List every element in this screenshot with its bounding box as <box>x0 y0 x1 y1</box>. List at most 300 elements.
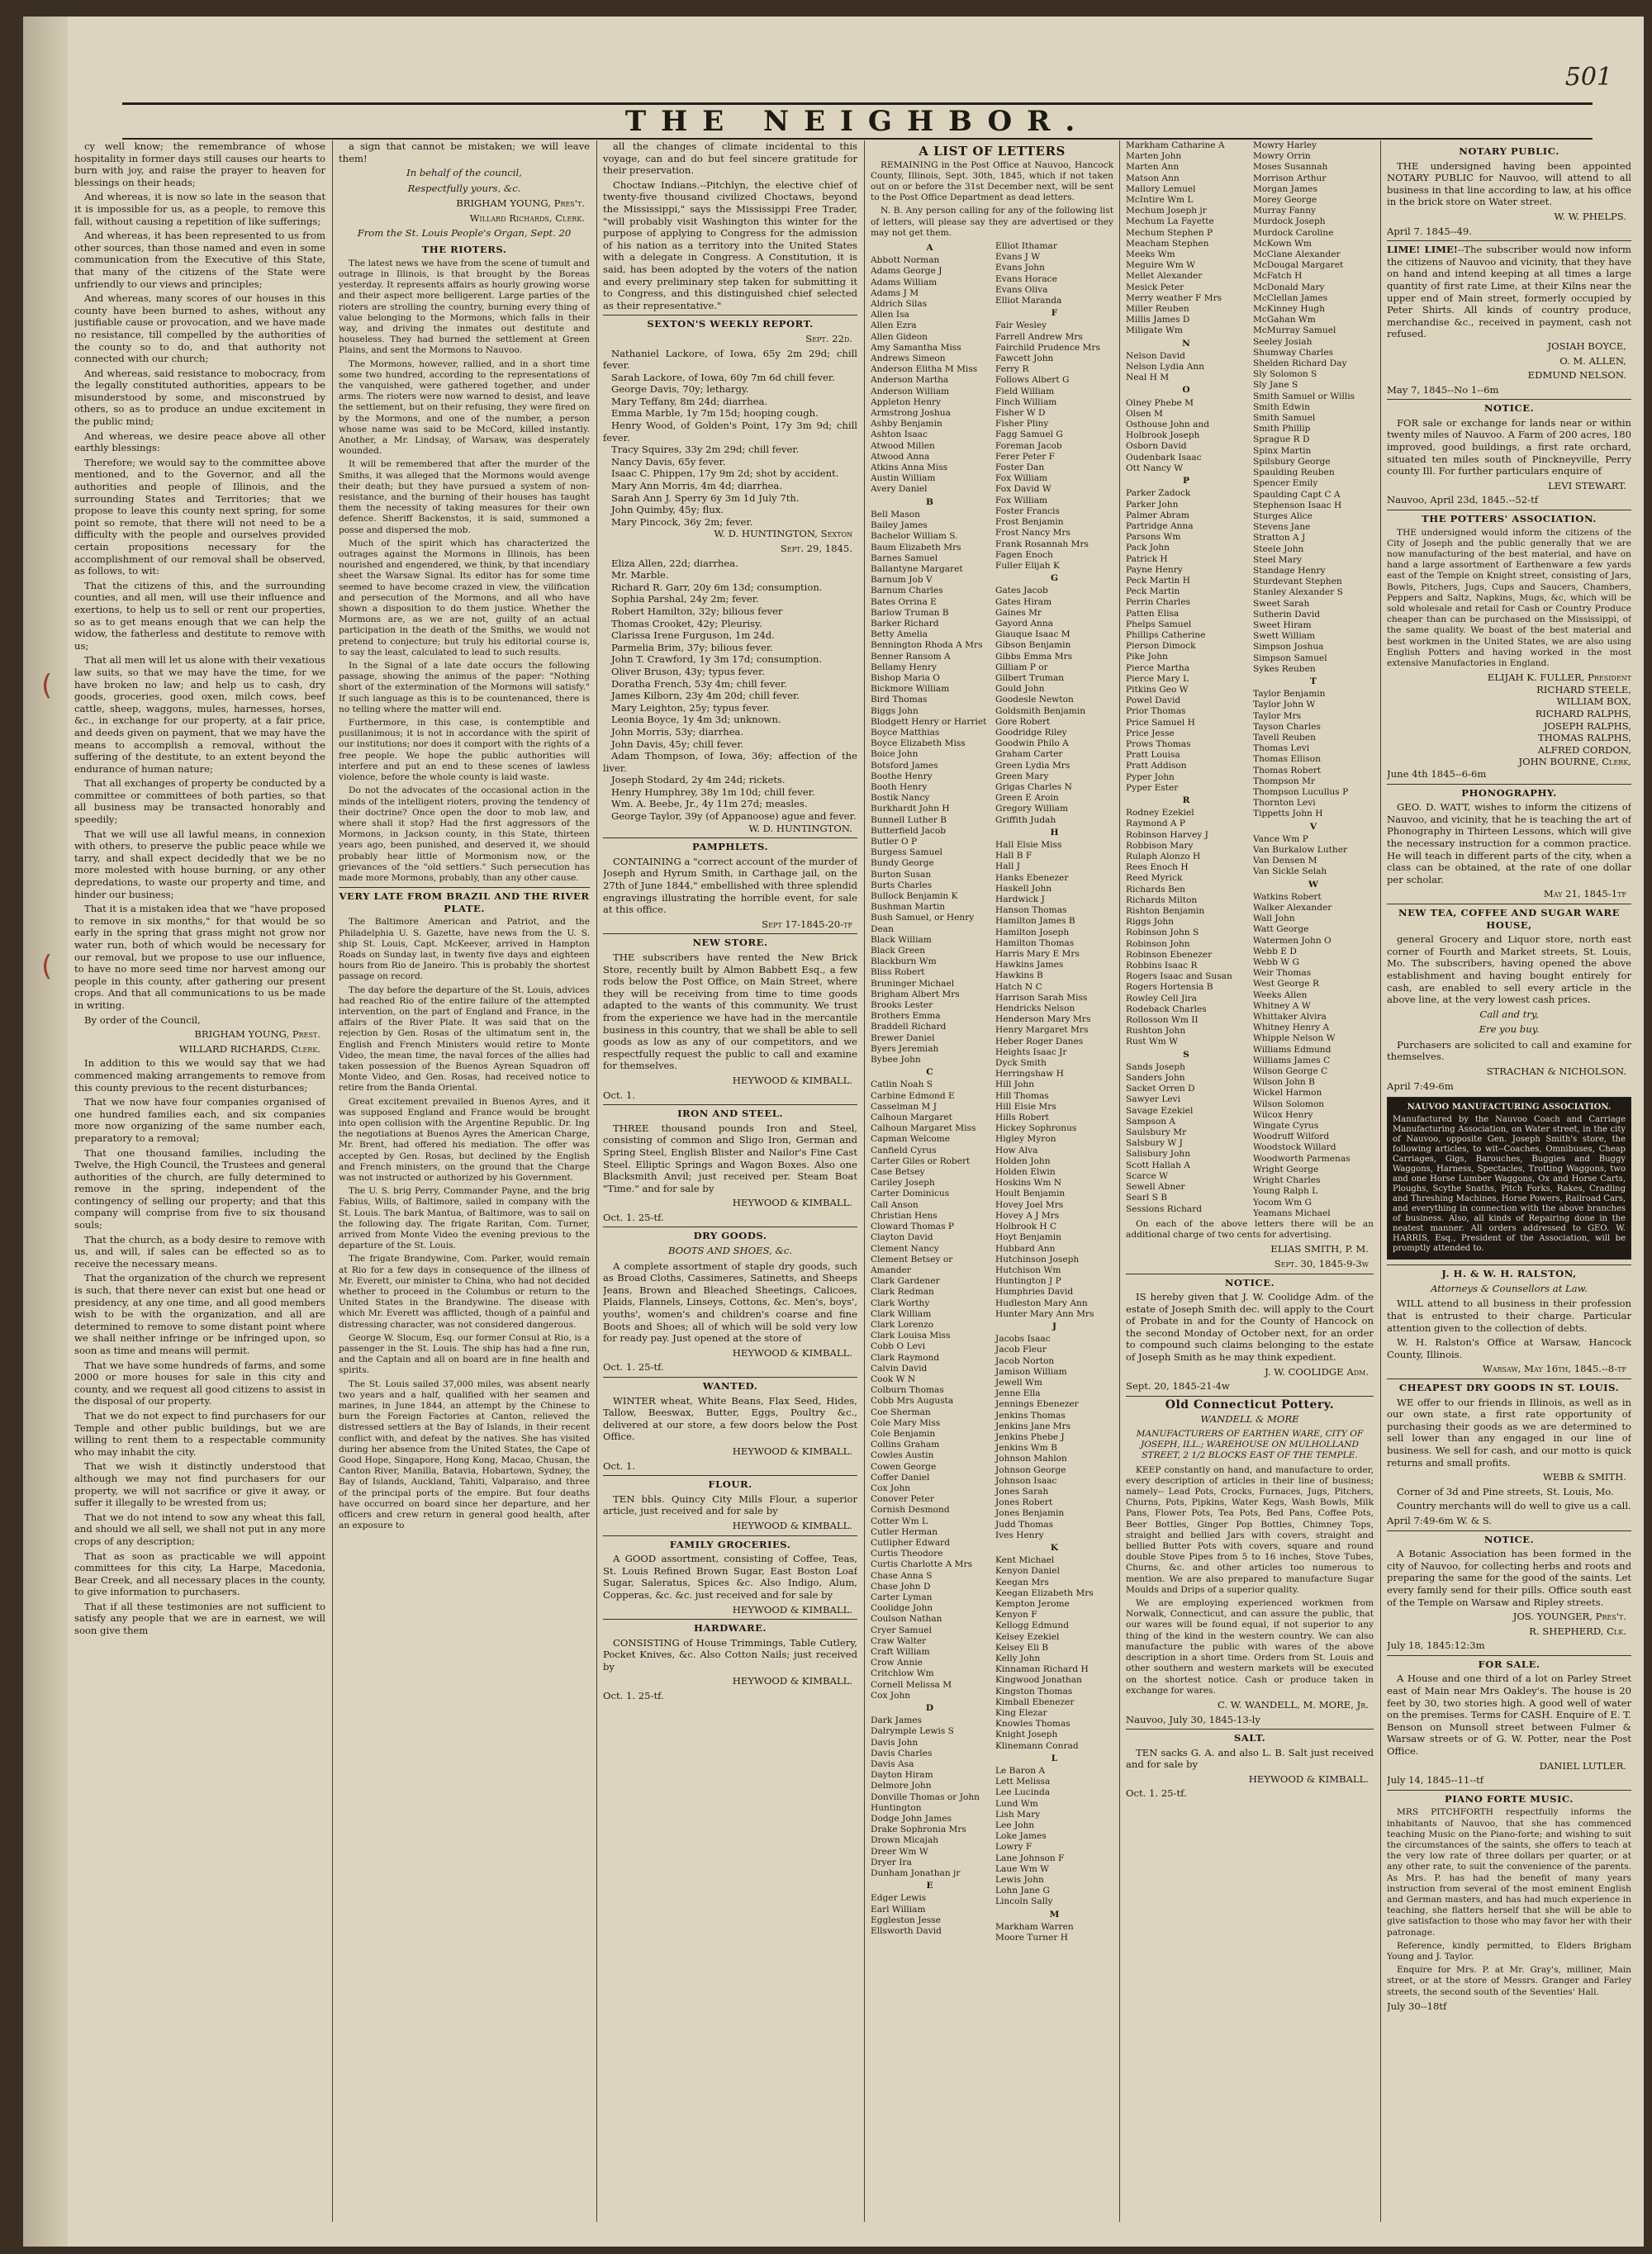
letter-recipient: Carter Giles or Robert <box>871 1155 971 1166</box>
column-rule <box>1380 140 1381 2222</box>
ad-heading: SALT. <box>1126 1729 1374 1744</box>
letter-recipient: Coffer Daniel <box>871 1472 930 1483</box>
page-folio-number: 501 <box>1564 63 1612 92</box>
letter-recipient: Smith Phillip <box>1253 424 1311 434</box>
ad-body: We are employing experienced workmen from Norwalk, Connecticut, and can assure the public, that our wares will be found equal, if not superior to any thing of the kind in the western country. We can also manufacture the public with wares of the above description in a short time. Orders from St. Louis and other southern and western markets will be executed on the shortest notice. Cash or produce taken in exchange for wares. <box>1126 1598 1374 1696</box>
letter-recipient: Butterfield Jacob <box>871 825 946 836</box>
letter-recipient: Johnson Isaac <box>995 1475 1057 1486</box>
letter-recipient: Pike John <box>1126 652 1168 662</box>
letter-recipient: Shelden Richard Day <box>1253 358 1347 369</box>
letter-recipient: Kimball Ebenezer <box>995 1696 1075 1707</box>
letter-recipient: Calhoun Margaret <box>871 1113 952 1123</box>
letter-recipient: Hawkins B <box>995 970 1043 981</box>
report-entry: Adam Thompson, of Iowa, 36y; affection of the liver. <box>603 750 857 774</box>
letter-recipient: Barnum Charles <box>871 586 943 596</box>
rioters-article <box>339 259 590 884</box>
ad-body: WE offer to our friends in Illinois, as well as in our own state, a first rate opportunity of purchasing their goods as we are determined to sell lower than any engaged in our line of business. We sell for cash, and our motto is quick returns and small profits. <box>1387 1396 1631 1469</box>
letter-recipient: Barlow Truman B <box>871 607 949 618</box>
letter-recipient: Robbins Isaac R <box>1126 961 1198 971</box>
date-line: Oct. 1. 25-tf. <box>603 1690 664 1702</box>
letter-recipient: Gregory William <box>995 804 1068 814</box>
article-headline: THE RIOTERS. <box>421 244 507 256</box>
letter-recipient: Jenkins Phebe J <box>995 1431 1065 1442</box>
letter-recipient: Jenne Ella <box>995 1388 1041 1399</box>
ad-heading: NEW TEA, COFFEE AND SUGAR WARE HOUSE, <box>1387 904 1631 931</box>
letter-recipient: Robinson John <box>1126 938 1190 949</box>
letter-recipient: Moses Susannah <box>1253 162 1328 173</box>
letter-recipient: Curtis Charlotte A Mrs <box>871 1559 973 1570</box>
letter-recipient: Fox David W <box>995 484 1051 495</box>
letter-recipient: Scott Hallah A <box>1126 1160 1190 1170</box>
letter-recipient: Atwood Anna <box>871 451 930 462</box>
report-entry: John Davis, 45y; chill fever. <box>611 738 744 750</box>
ad-heading: PHONOGRAPHY. <box>1387 784 1631 800</box>
letter-recipient: Sturges Alice <box>1253 510 1313 521</box>
letter-recipient: Bachelor William S. <box>871 531 958 542</box>
letter-recipient: Henry Margaret Mrs <box>995 1025 1089 1036</box>
letter-recipient: Merry weather F Mrs <box>1126 292 1222 303</box>
report-entry: Mr. Marble. <box>611 569 669 581</box>
letter-recipient: Stanley Alexander S <box>1253 587 1343 598</box>
letter-recipient: Knowles Thomas <box>995 1719 1070 1730</box>
letter-recipient: Hamilton Joseph <box>995 927 1070 937</box>
letter-recipient: Gates Hiram <box>995 596 1052 607</box>
letter-recipient: Grigas Charles N <box>995 781 1072 792</box>
letter-recipient: Mechum Stephen P <box>1126 227 1213 238</box>
paragraph: That all exchanges of property be conducted by a committee or committees of both parties, so that all business may be transacted honorably and speedily; <box>74 777 325 826</box>
letter-recipient: Hamilton James B <box>995 916 1075 927</box>
text-line: Call and try, <box>1479 1008 1539 1020</box>
letter-recipient: Hubbard Ann <box>995 1243 1056 1254</box>
letter-recipient: Dryer Ira <box>871 1857 912 1867</box>
ad-body: Manufactured by the Nauvoo Coach and Carriage Manufacturing Association, on Water street, in the city of Nauvoo, opposite Gen. Joseph Smith's store, the following articles, to wit--Coaches, Omnibuses, Cheap Carriages, Gigs, Barouches, Buggies and Buggy Waggons, Harness, Spectacles, Trotting Waggons, two and one Horse Lumber Waggons, Ox and Horse Carts, Ploughs, Scythe Snaths, Pitch Forks, Rakes, Cradling and Threshing Machines, Horse Powers, Railroad Cars, and everything in connection with the above branches of business. Also, all kinds of Repairing done in the neatest manner. All orders addressed to GEO. W. HARRIS, Esq., President of the Association, will be promptly attended to. <box>1393 1115 1626 1254</box>
signature: STRACHAN & NICHOLSON. <box>1486 1065 1626 1078</box>
letter-recipient: Clark Worthy <box>871 1298 930 1308</box>
report-entry: Henry Wood, of Golden's Point, 17y 3m 9d; chill fever. <box>603 420 857 444</box>
letter-recipient: Curtis Theodore <box>871 1549 943 1559</box>
letter-recipient: Nelson David <box>1126 350 1185 361</box>
letter-recipient: Appleton Henry <box>871 396 942 407</box>
ad-body: Purchasers are solicited to call and examine for themselves. <box>1387 1038 1631 1063</box>
letter-recipient: Olney Phebe M <box>1126 397 1194 408</box>
letter-recipient: Clark William <box>871 1308 932 1319</box>
letter-recipient: Evans Horace <box>995 273 1057 284</box>
ad-heading: LIME! LIME! <box>1387 244 1458 256</box>
letter-recipient: Benner Ransom A <box>871 651 951 662</box>
paragraph: The Baltimore American and Patriot, and the Philadelphia U. S. Gazette, have news from the U. S. ship St. Louis, Capt. McKeever, arrived in Hampton Roads on Sunday last, in twenty five days and eighteen hours from Rio de Janeiro. This is probably the shortest passage on record. <box>339 917 590 982</box>
letter-recipient: Meguire Wm W <box>1126 260 1195 271</box>
paragraph: And whereas, it has been represented to us from other sources, than those named and even in some communication from the Executive of this State, that many of the citizens of the State were unfriendly to our views and principles; <box>74 230 325 290</box>
letter-recipient: Payne Henry <box>1126 564 1183 575</box>
report-entry: Sarah Lackore, of Iowa, 60y 7m 6d chill fever. <box>611 371 835 383</box>
signature: BRIGHAM YOUNG, Prest. <box>194 1028 320 1041</box>
letter-recipient: Clement Betsey or Amander <box>871 1254 953 1275</box>
letter-recipient: Brooks Lester <box>871 1000 933 1011</box>
report-entry: Parmelia Brim, 37y; bilious fever. <box>611 641 773 653</box>
letter-recipient: Watt George <box>1253 924 1309 935</box>
letter-recipient: King Elezar <box>995 1708 1047 1719</box>
letter-recipient: Wright Charles <box>1253 1175 1321 1186</box>
letter-recipient: Osborn David <box>1126 441 1187 452</box>
paragraph: a sign that cannot be mistaken; we will leave them! <box>339 140 590 164</box>
letter-recipient: Morrison Arthur <box>1253 173 1327 183</box>
letter-recipient: Vance Wm P <box>1253 833 1308 844</box>
letter-recipient: Miller Reuben <box>1126 304 1189 315</box>
letter-recipient: Robinson Ebenezer <box>1126 949 1213 960</box>
council-addendum <box>74 1057 325 1636</box>
letter-recipient: Hill Elsie Mrs <box>995 1101 1056 1112</box>
letter-recipient: Bishop Maria O <box>871 672 940 683</box>
letter-recipient: Rulaph Alonzo H <box>1126 852 1201 861</box>
letter-recipient: Woodworth Parmenas <box>1253 1153 1351 1164</box>
letter-recipient: Hall J <box>995 861 1020 872</box>
letter-recipient: Van Burkalow Luther <box>1253 845 1348 855</box>
letter-recipient: Bird Thomas <box>871 695 928 705</box>
letter-recipient: Carter Lyman <box>871 1592 933 1602</box>
letter-recipient: Fisher W D <box>995 408 1046 419</box>
date-line: May 7, 1845--No 1--6m <box>1387 383 1499 396</box>
letter-recipient: Hoyt Benjamin <box>995 1232 1061 1243</box>
letter-recipient: Giauque Isaac M <box>995 629 1070 640</box>
letter-recipient: Wright George <box>1253 1164 1319 1174</box>
letter-recipient: Fagg Samuel G <box>995 429 1063 440</box>
letter-recipient: Spencer Emily <box>1253 478 1318 489</box>
letter-recipient: Thomas Ellison <box>1253 754 1321 765</box>
letter-recipient: Spaulding Reuben <box>1253 467 1335 478</box>
letter-recipient: Fox William <box>995 473 1048 484</box>
ad-body: A GOOD assortment, consisting of Coffee, Teas, St. Louis Refined Brown Sugar, East Boston Loaf Sugar, Saleratus, Spices &c. Also Indigo, Alum, Copperas, &c. &c. just received and for sale by <box>603 1553 857 1601</box>
signature: BRIGHAM YOUNG, Pres't. <box>456 197 585 210</box>
letter-recipient: Aldrich Silas <box>871 299 928 310</box>
letter-recipient: Henderson Mary Mrs <box>995 1014 1091 1025</box>
paragraph: The frigate Brandywine, Com. Parker, would remain at Rio for a few days in consequence of the illness of Mr. Everett, our minister to China, who had not decided whether to proceed in the Columbus or return to the United States in the Brandywine. The disease with which Mr. Everett was afflicted, though of a painful and distressing character, was not considered dangerous. <box>339 1254 590 1330</box>
letter-recipient: Kelly John <box>995 1654 1041 1664</box>
letter-recipient: Cobb Mrs Augusta <box>871 1396 954 1407</box>
letter-recipient: Harris Mary E Mrs <box>995 949 1080 960</box>
letter-recipient: Reed Myrick <box>1126 873 1183 884</box>
letter-recipient: Atkins Anna Miss <box>871 463 948 473</box>
ad-body: MRS PITCHFORTH respectfully informs the inhabitants of Nauvoo, that she has commenced teaching Music on the Piano-forte; and wishing to suit the circumstances of the saints, she offers to teach at the very low rate of three dollars per quarter, or at any other rate, to suit the convenience of the parents. As Mrs. P. has had the benefit of many years instruction from several of the most eminent English and German masters, and has had much experience in teaching, she flatters herself that she will be able to give satisfaction to those who may favor her with their patronage. <box>1387 1807 1631 1938</box>
letter-recipient: Keegan Mrs <box>995 1577 1049 1587</box>
letter-recipient: Craft William <box>871 1647 930 1658</box>
letter-recipient: Holden Elwin <box>995 1167 1056 1178</box>
ad-body: Enquire for Mrs. P. at Mr. Gray's, milliner, Main street, or at the store of Messrs. Granger and Farley streets, the second south of the Seventies' Hall. <box>1387 1965 1631 1997</box>
letter-recipient: Ballantyne Margaret <box>871 563 963 574</box>
letter-recipient: Burgess Samuel <box>871 847 943 858</box>
paragraph: That all men will let us alone with their vexatious law suits, so that we may have the time, for we have broken no law; and help us to cash, dry goods, groceries, good oxen, milch cows, beef cattle, sheep, waggons, mules, harnesses, horses, &c., in exchange for our property, at a fair price, and deeds given on payment, that we may have the means to accomplish a removal, without the suffering of the destitute, to an extent beyond the endurance of human nature; <box>74 654 325 775</box>
letter-recipient: Bullock Benjamin K <box>871 891 958 901</box>
letters-alpha-heading: A <box>926 243 933 254</box>
report-entry: George Davis, 70y; lethargy. <box>611 383 749 396</box>
letters-alpha-heading: F <box>1051 308 1058 319</box>
letter-recipient: Pierce Mary L <box>1126 673 1189 684</box>
report-entry: John T. Crawford, 1y 3m 17d; consumption. <box>611 653 823 666</box>
letter-recipient: Mallory Lemuel <box>1126 183 1196 194</box>
letter-recipient: Hunter Mary Ann Mrs <box>995 1308 1094 1319</box>
date-line: Sept. 22d. <box>805 332 852 344</box>
ad-heading: FOR SALE. <box>1387 1655 1631 1671</box>
letter-recipient: Peck Martin H <box>1126 575 1190 586</box>
letter-recipient: Pack John <box>1126 543 1170 553</box>
letter-recipient: Kellogg Edmund <box>995 1621 1069 1631</box>
letter-recipient: Cotter Wm L <box>871 1516 928 1526</box>
column-3 <box>603 140 857 2230</box>
letter-recipient: Kenyon F <box>995 1610 1037 1621</box>
letter-recipient: Bailey James <box>871 520 928 531</box>
letter-recipient: Palmer Abram <box>1126 510 1189 520</box>
letter-recipient: Jones Benjamin <box>995 1508 1065 1519</box>
letter-recipient: Butler O P <box>871 836 918 847</box>
letter-recipient: Smith Samuel <box>1253 413 1316 424</box>
signature: WEBB & SMITH. <box>1542 1471 1626 1483</box>
date-line: Sept. 29, 1845. <box>780 543 852 554</box>
letters-alpha-heading: K <box>1050 1542 1059 1553</box>
letter-recipient: Rushton John <box>1126 1026 1186 1037</box>
signature: HEYWOOD & KIMBALL. <box>732 1445 852 1457</box>
letter-recipient: Mowry Orrin <box>1253 151 1311 162</box>
sexton-report-list <box>603 348 857 529</box>
letter-recipient: Jenkins Wm B <box>995 1443 1057 1454</box>
letter-recipient: Bell Mason <box>871 509 920 520</box>
letter-recipient: Fisher Pliny <box>995 419 1049 429</box>
letter-recipient: Braddell Richard <box>871 1022 947 1032</box>
letter-recipient: Yeamans Michael <box>1253 1208 1331 1218</box>
paragraph: And whereas, said resistance to mobocracy, from the legally constituted authorities, appears to be misunderstood by some, and misconstrued by others, so as to produce an undue excitement in the public mind; <box>74 367 325 428</box>
letter-recipient: Griffith Judah <box>995 814 1056 825</box>
report-entry: Clarissa Irene Furguson, 1m 24d. <box>611 629 775 642</box>
letter-recipient: Jones Robert <box>995 1497 1053 1508</box>
letter-recipient: Dunham Jonathan jr <box>871 1868 961 1879</box>
report-entry: Joseph Stodard, 2y 4m 24d; rickets. <box>611 774 786 786</box>
letter-recipient: Markham Warren <box>995 1921 1074 1932</box>
letter-recipient: Mellet Alexander <box>1126 271 1203 282</box>
signature: JOHN BOURNE, Clerk, <box>1518 756 1631 768</box>
letter-recipient: Bunnell Luther B <box>871 814 947 825</box>
paragraph: George W. Slocum, Esq. our former Consul at Rio, is a passenger in the St. Louis. The ship has had a fine run, and the Captain and all on board are in fine health and spirits. <box>339 1332 590 1376</box>
letters-alpha-heading: V <box>1309 821 1317 832</box>
letters-alpha-heading: N <box>1182 338 1190 349</box>
letter-recipient: Hendricks Nelson <box>995 1004 1075 1014</box>
paragraph: That we will use all lawful means, in connexion with others, to preserve the public peace while we tarry, and shall expect decidedly that we be no more molested with house burning, or any other depredations, to waste our property and time, and hinder our business; <box>74 828 325 900</box>
letter-recipient: Fagen Enoch <box>995 549 1053 560</box>
ad-body: WILL attend to all business in their profession that is entrusted to their charge. Particular attention given to the collection of debts. <box>1387 1298 1631 1334</box>
ad-body: KEEP constantly on hand, and manufacture to order, every description of articles in their line of business; namely-- Lead Pots, Crocks, Furnaces, Jugs, Pitchers, Churns, Pots, Pipkins, Water Kegs, Wash Bowls, Milk Pans, Flower Pots, Tea Pots, Bed Pans, Coffee Pots, Beer Bottles, Ginger Pop Bottles, Chimney Tops, straight and bellied Jars with covers, straight and bellied Butter Pots with covers, square and round double Stove Pipes from 5 to 16 inches, Stove Tubes, Churns, &c. and other articles too numerous to mention. We are also prepared to manufacture Sugar Moulds and Drips of a superior quality. <box>1126 1464 1374 1595</box>
date-line: Oct. 1. <box>603 1459 636 1472</box>
report-entry: Emma Marble, 1y 7m 15d; hooping cough. <box>611 407 819 420</box>
letter-recipient: Sutherin David <box>1253 609 1321 619</box>
report-entry: Tracy Squires, 33y 2m 29d; chill fever. <box>611 444 800 456</box>
manufacturing-association-ad <box>1387 1097 1631 1260</box>
letter-recipient: Allen Gideon <box>871 331 928 342</box>
letter-recipient: Whipple Nelson W <box>1253 1033 1336 1044</box>
letter-recipient: Cole Mary Miss <box>871 1417 941 1428</box>
letter-recipient: Dean <box>871 923 894 934</box>
ad-body: WINTER wheat, White Beans, Flax Seed, Hides, Tallow, Beeswax, Butter, Eggs, Poultry &c., delivered at our store, a few doors below the Post Office. <box>603 1394 857 1443</box>
letter-recipient: Hickey Sophronus <box>995 1123 1077 1134</box>
paragraph: That we do not expect to find purchasers for our Temple and other public buildings, but we are willing to rent them to a respectable community who may inhabit the city. <box>74 1409 325 1458</box>
ad-body: --The subscriber would now inform the citizens of Nauvoo and vicinity, that they have on hand and intend keeping at all times a large quantity of first rate Lime, at their Kilns near the upper end of Main street, formerly occupied by Peter Shirts. All kinds of country produce, merchandise &c., received in payment, cash not refused. <box>1387 244 1631 340</box>
paragraph: That if all these testimonies are not sufficient to satisfy any people that we are in earnest, we will soon give them <box>74 1600 325 1637</box>
report-entry: John Quimby, 45y; flux. <box>611 504 724 516</box>
letter-recipient: Patten Elisa <box>1126 608 1180 619</box>
letter-recipient: Kenyon Daniel <box>995 1566 1060 1577</box>
letter-recipient: McMurray Samuel <box>1253 325 1336 336</box>
signature: HEYWOOD & KIMBALL. <box>732 1346 852 1359</box>
letter-recipient: Andrews Simeon <box>871 354 946 364</box>
letter-recipient: Farrell Andrew Mrs <box>995 331 1083 342</box>
letter-recipient: Bostik Nancy <box>871 793 930 804</box>
letter-recipient: Murdock Caroline <box>1253 227 1334 238</box>
ad-body: W. H. Ralston's Office at Warsaw, Hancock County, Illinois. <box>1387 1336 1631 1360</box>
letter-recipient: Steel Mary <box>1253 554 1303 565</box>
letter-recipient: Call Anson <box>871 1199 919 1210</box>
ad-body: IS hereby given that J. W. Coolidge Adm. of the estate of Joseph Smith dec. will apply to the Court of Probate in and for the County of Hancock on the second Monday of October next, for an order to compound such claims belonging to the estate of Joseph Smith as he may think expedient. <box>1126 1291 1374 1364</box>
letter-recipient: Hovey Joel Mrs <box>995 1199 1064 1210</box>
paragraph: Much of the spirit which has characterized the outrages against the Mormons in Illinois, has been nourished and engendered, we think, by that incendiary sheet the Warsaw Signal. Its editor has for some time seemed to have become crazed in view, the vilification and persecution of the Mormons, and all who have shown a disposition to do them justice. Whether the Mormons are, as we are not, guilty of an actual participation in the death of the Smiths, we would not pretend to conjecture; but truly his editorial course is, to say the least, calculated to lead to such results. <box>339 538 590 657</box>
letter-recipient: Heights Isaac Jr <box>995 1046 1067 1057</box>
letter-recipient: Pierce Martha <box>1126 662 1190 673</box>
signature: W. D. HUNTINGTON, Sexton <box>714 528 852 540</box>
paragraph: The day before the departure of the St. Louis, advices had reached Rio of the entire failure of the attempted intervention, on the part of England and France, in the affairs of the River Plate. It was said that on the rejection by Gen. Rosas of the ultimatum sent in, the English and French Ministers would retire to Monte Video, the mean time, the naval forces of the allies had taken possession of the Buenos Ayrean Squadron off Monte Video, and Gen. Rosas, had received notice to retire from the Banda Oriental. <box>339 985 590 1094</box>
letter-recipient: Gore Robert <box>995 716 1051 727</box>
letter-recipient: Scarce W <box>1126 1170 1169 1181</box>
letter-recipient: Williams Edmund <box>1253 1044 1332 1055</box>
letter-recipient: Gould John <box>995 684 1045 695</box>
ad-heading: NOTICE. <box>1126 1274 1374 1289</box>
letter-recipient: Biggs John <box>871 705 919 716</box>
letter-recipient: Sweet Sarah <box>1253 598 1310 609</box>
letter-recipient: Fox William <box>995 495 1048 505</box>
letter-recipient: Ellsworth David <box>871 1926 942 1937</box>
letter-recipient: Boyce Elizabeth Miss <box>871 738 966 749</box>
letter-recipient: Gates Jacob <box>995 586 1048 596</box>
ad-subheading: WANDELL & MORE <box>1200 1413 1299 1426</box>
letter-recipient: Clark Redman <box>871 1287 934 1298</box>
masthead-title: THE NEIGHBOR. <box>122 102 1593 140</box>
letter-recipient: Webb E D <box>1253 946 1297 956</box>
letter-recipient: Bellamy Henry <box>871 662 937 672</box>
date-line: May 21, 1845-1tf <box>1543 888 1626 900</box>
letter-recipient: Thompson Lucullus P <box>1253 786 1349 797</box>
letter-recipient: Wilson George C <box>1253 1066 1328 1077</box>
ad-body: TEN sacks G. A. and also L. B. Salt just received and for sale by <box>1126 1746 1374 1771</box>
letter-recipient: Powel David <box>1126 695 1181 706</box>
letter-recipient: McKown Wm <box>1253 238 1312 249</box>
letter-recipient: Hardwick J <box>995 894 1045 904</box>
date-line: April 7:49-6m <box>1387 1080 1454 1092</box>
paragraph: That as soon as practicable we will appoint committees for this city, La Harpe, Macedonia, Bear Creek, and all necessary places in the county, to give information to purchasers. <box>74 1549 325 1598</box>
letter-recipient: Marten John <box>1126 151 1182 162</box>
letter-recipient: Rishton Benjamin <box>1126 906 1205 917</box>
letters-alpha-heading: S <box>1183 1049 1189 1060</box>
letter-recipient: Goodesle Newton <box>995 695 1074 705</box>
letter-recipient: Sessions Richard <box>1126 1203 1203 1214</box>
letter-recipient: Cole Benjamin <box>871 1428 936 1439</box>
column-4 <box>871 140 1113 2230</box>
letter-recipient: Patrick H <box>1126 553 1168 564</box>
letter-recipient: Goodwin Philo A <box>995 738 1069 749</box>
letter-recipient: Oudenbark Isaac <box>1126 452 1202 463</box>
letter-recipient: Smith Samuel or Willis <box>1253 391 1355 401</box>
letter-recipient: Davis John <box>871 1737 919 1748</box>
letter-recipient: Salisbury John <box>1126 1149 1191 1160</box>
signature: JOS. YOUNGER, Pres't. <box>1512 1611 1626 1623</box>
letter-recipient: Anderson William <box>871 386 950 396</box>
article-headline: VERY LATE FROM BRAZIL AND THE RIVER PLATE. <box>339 887 590 914</box>
letters-alpha-heading: R <box>1182 795 1190 805</box>
letters-alpha-heading: J <box>1051 1321 1056 1331</box>
letter-recipient: Coe Sherman <box>871 1407 931 1417</box>
letter-recipient: Ferer Peter F <box>995 451 1056 462</box>
letter-recipient: Woodstock Willard <box>1253 1142 1336 1153</box>
letter-recipient: Yocom Wm G <box>1253 1197 1312 1208</box>
letter-recipient: Clement Nancy <box>871 1243 939 1254</box>
letter-recipient: Wingate Cyrus <box>1253 1121 1319 1132</box>
letter-recipient: Kingwood Jonathan <box>995 1675 1082 1686</box>
ad-heading: CHEAPEST DRY GOODS IN ST. LOUIS. <box>1387 1378 1631 1394</box>
letter-recipient: Delmore John <box>871 1781 932 1791</box>
letter-recipient: Loke James <box>995 1831 1047 1842</box>
date-line: Oct. 1. 25-tf. <box>603 1211 664 1223</box>
letter-recipient: Green Mary <box>995 771 1049 781</box>
letter-recipient: Pyper John <box>1126 771 1175 782</box>
letter-recipient: McGahan Wm <box>1253 315 1316 325</box>
paragraph: By order of the Council, <box>84 1013 201 1026</box>
letter-recipient: Markham Catharine A <box>1126 140 1225 150</box>
letter-recipient: Spaulding Capt C A <box>1253 489 1341 500</box>
letter-recipient: Dreer Wm W <box>871 1846 928 1857</box>
letter-recipient: Allen Ezra <box>871 320 917 331</box>
paragraph: That the church, as a body desire to remove with us, and will, if sales can be effected so as to receive the necessary means. <box>74 1233 325 1269</box>
letter-recipient: Meeks Wm <box>1126 249 1175 260</box>
letter-recipient: Drake Sophronia Mrs <box>871 1825 966 1835</box>
letter-recipient: Bruninger Michael <box>871 978 955 989</box>
letter-recipient: Bickmore William <box>871 684 950 695</box>
letter-recipient: Boyce Matthias <box>871 727 940 738</box>
letter-recipient: Catlin Noah S <box>871 1080 933 1090</box>
letter-recipient: Collins Graham <box>871 1440 940 1450</box>
letters-alpha-heading: L <box>1051 1753 1058 1763</box>
letter-recipient: Shumway Charles <box>1253 347 1334 358</box>
letter-recipient: Hutchinson Joseph <box>995 1254 1080 1265</box>
letter-recipient: Nelson Lydia Ann <box>1126 362 1204 373</box>
letter-recipient: Davis Asa <box>871 1759 914 1770</box>
letter-recipient: Kelsey Eli B <box>995 1642 1049 1653</box>
letter-recipient: Barnes Samuel <box>871 553 938 563</box>
letter-recipient: Crow Annie <box>871 1658 923 1668</box>
text-line: Respectfully yours, &c. <box>407 182 521 194</box>
letter-recipient: Mesick Peter <box>1126 282 1184 292</box>
letter-recipient: Evans Oliva <box>995 284 1048 295</box>
letter-recipient: McDougal Margaret <box>1253 260 1344 271</box>
ad-body: CONSISTING of House Trimmings, Table Cutlery, Pocket Knives, &c. Also Cotton Nails; just received by <box>603 1636 857 1673</box>
letter-recipient: Clark Lorenzo <box>871 1319 934 1330</box>
letter-recipient: Parker John <box>1126 499 1179 510</box>
letter-recipient: Marten Ann <box>1126 162 1180 173</box>
ad-heading: THE POTTERS' ASSOCIATION. <box>1387 510 1631 525</box>
letters-name-list-continued <box>1126 337 1374 1219</box>
date-line: July 18, 1845:12:3m <box>1387 1639 1485 1652</box>
paragraph: And whereas, we desire peace above all other earthly blessings: <box>74 429 325 454</box>
letter-recipient: Jamison William <box>995 1366 1067 1377</box>
letter-recipient: Pyper Ester <box>1126 782 1179 793</box>
signature: JOSEPH RALPHS, <box>1543 719 1631 732</box>
letter-recipient: Cowen George <box>871 1461 937 1472</box>
letter-recipient: Phelps Samuel <box>1126 619 1192 629</box>
letter-recipient: Robinson Harvey J <box>1126 829 1208 840</box>
letter-recipient: Watermen John O <box>1253 935 1332 946</box>
letter-recipient: Neal H M <box>1126 373 1170 383</box>
